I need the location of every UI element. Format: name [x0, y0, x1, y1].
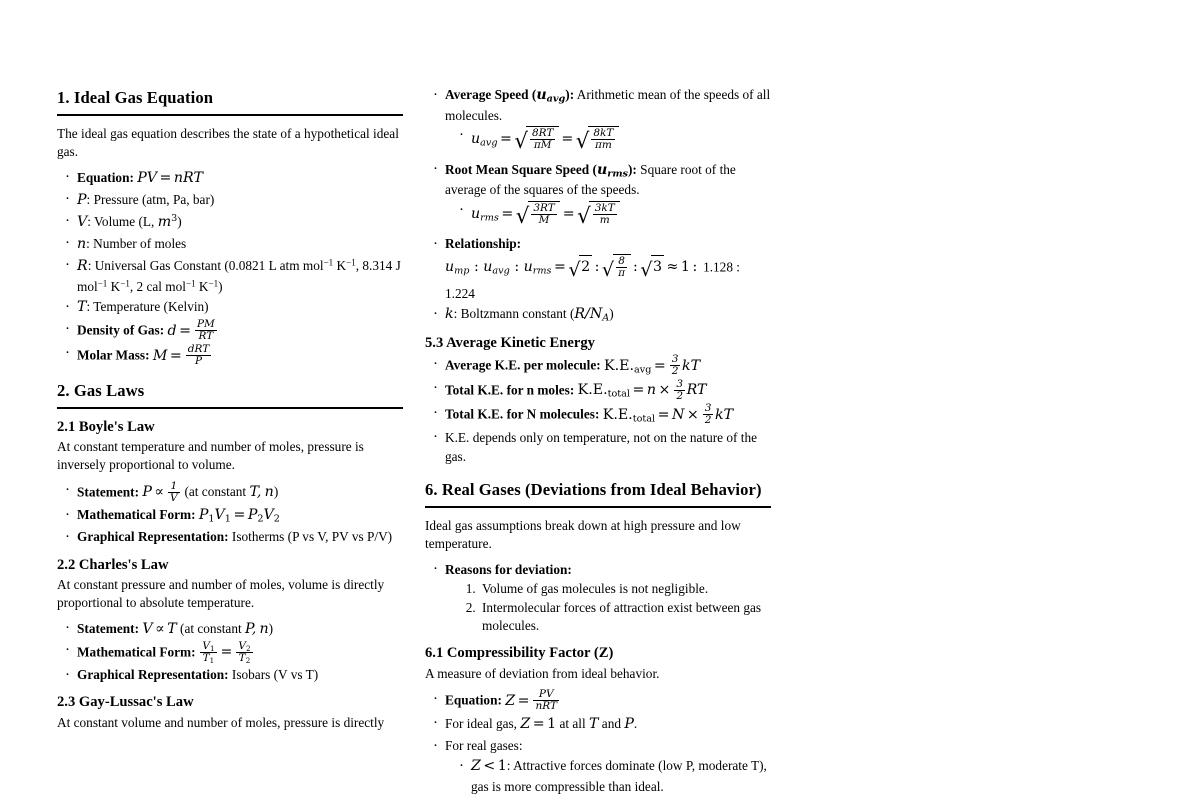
item-label: Relationship:	[445, 236, 522, 252]
formula-u-rms: $u_{rms}$ = √ $\frac{3RT}{M}$ = √ $\frac{3kT}{m}$	[471, 206, 620, 222]
boyles-math-form: $P_1V_1 = P_2V_2$	[198, 507, 280, 526]
item-label: Graphical Representation:	[77, 529, 229, 545]
item-text: : Temperature (Kelvin)	[86, 299, 209, 315]
formula-ke-total-molecules: $K.E._{total} = N$ × $\frac{3}{2}$ kT	[602, 402, 734, 427]
ideal-gas-bullet-list	[57, 168, 403, 367]
charles-statement-math: V ∝ T	[142, 620, 177, 637]
heading-rule	[57, 114, 403, 116]
kinetic-energy-list	[425, 354, 771, 466]
section-heading-ideal-gas-equation: 1. Ideal Gas Equation	[57, 88, 214, 107]
compressibility-intro: A measure of deviation from ideal behavior.	[425, 665, 660, 681]
list-item-formula	[459, 126, 771, 158]
label-suffix: ):	[565, 87, 575, 102]
item-text: For ideal gas, Z = 1 at all T and P.	[445, 715, 638, 732]
reasons-numbered-list	[445, 580, 771, 635]
item-label	[445, 87, 575, 105]
boyles-law-intro: At constant temperature and number of moles, pressure is inversely proportional to volume.	[57, 439, 364, 472]
boltzmann-expression: $R/N_A$	[574, 306, 610, 324]
formula-ke-total-moles: $K.E._{total} = n$ × $\frac{3}{2}$ RT	[577, 377, 707, 402]
list-item-math-form	[65, 641, 403, 664]
list-item-ke-per-molecule	[433, 354, 771, 377]
item-text: : Volume (L, $m^3$)	[87, 212, 182, 230]
item-text: : Universal Gas Constant (0.0821 L atm mol$^{-1}$ $K^{-1}$, 8.314 J mol$^{-1}$ $K^{-1}$, 2 cal mol$^{-1}$ $K^{-1}$)	[77, 257, 401, 294]
gay-lussac-intro: At constant volume and number of moles, pressure is directly	[57, 714, 385, 730]
subsection-heading-charles-law: 2.2 Charles's Law	[57, 556, 169, 573]
subsection-heading-average-kinetic-energy: 5.3 Average Kinetic Energy	[425, 334, 595, 351]
list-item-ke-note	[433, 428, 771, 467]
list-item-z-less-than-one	[459, 756, 771, 796]
ideal-gas-intro-text: The ideal gas equation describes the state of a hypothetical ideal gas.	[57, 125, 399, 159]
list-item-reason: 2. Intermolecular forces of attraction exist between gas molecules.	[479, 599, 771, 635]
item-text: : Attractive forces dominate (low P, moderate T), gas is more compressible than ideal.	[471, 758, 767, 794]
item-label: Statement:	[77, 620, 140, 636]
formula-ke-avg: $K.E._{avg}$ = $\frac{3}{2}$ kT	[604, 353, 701, 378]
left-column	[57, 88, 403, 739]
item-text: : Boltzmann constant $(R/N_A)$	[453, 306, 614, 324]
equation-compressibility-z: Z = $\frac{PV}{\text{nRT}}$	[505, 688, 557, 713]
compressibility-bullet-list	[425, 689, 771, 796]
list-item-real-gases	[433, 736, 771, 796]
list-item-density	[65, 319, 403, 342]
list-item-graphical	[65, 527, 403, 546]
symbol-v: V	[77, 213, 88, 230]
list-item-ke-n-moles	[433, 379, 771, 402]
list-item-pressure	[65, 190, 403, 211]
subsection-heading-gay-lussac-law: 2.3 Gay-Lussac's Law	[57, 694, 194, 711]
equation-pv-nrt: PV = nRT	[137, 169, 203, 186]
item-label: Average K.E. per molecule:	[445, 357, 601, 373]
list-item-formula	[459, 201, 771, 233]
item-value: Isobars (V vs T)	[231, 667, 319, 683]
symbol-u-avg: $u_{avg}$	[536, 87, 566, 105]
heading-rule	[425, 506, 771, 508]
list-item-relationship	[433, 234, 771, 302]
symbol-n: n	[77, 235, 87, 252]
symbol-r: R	[77, 257, 88, 274]
real-gases-z-list	[445, 756, 771, 796]
label-prefix: Average Speed (	[445, 87, 537, 102]
item-text: Square root of the average of the squares of the speeds.	[445, 161, 736, 198]
item-text: Arithmetic mean of the speeds of all molecules.	[445, 87, 771, 123]
list-item-reason: 1. Volume of gas molecules is not negligible.	[479, 580, 771, 598]
item-label: Statement:	[77, 484, 140, 500]
statement-condition: (at constant P, n)	[180, 620, 274, 637]
symbol-t: T	[77, 299, 87, 316]
charles-law-intro: At constant pressure and number of moles, volume is directly proportional to absolute temperature.	[57, 576, 385, 610]
heading-rule	[57, 407, 403, 409]
item-label: Density of Gas:	[77, 322, 165, 338]
list-item-statement	[65, 619, 403, 640]
molecular-speeds-list	[425, 85, 771, 325]
item-label: Equation:	[77, 169, 134, 185]
speed-relationship-math: $u_{mp}$ : $u_{avg}$ : $u_{rms} = √2$ : √ $\frac{8}{\pi}$ : √3 ≈ 1 :	[445, 254, 698, 281]
symbol-k: k	[445, 306, 454, 323]
list-item-boltzmann	[433, 304, 771, 325]
formula-u-avg: $u_{avg}$ = √ $\frac{8RT}{\pi M}$ = √ $\frac{8kT}{\pi m}$	[471, 131, 619, 147]
item-value: Isotherms (P vs V, PV vs P/V)	[231, 529, 393, 545]
list-item-temperature	[65, 297, 403, 318]
item-text: : Number of moles	[86, 235, 187, 251]
equation-density: d = $\frac{PM}{RT}$	[167, 318, 215, 343]
condition-z-less-than-one: Z < 1	[471, 758, 507, 775]
item-label: Total K.E. for n moles:	[445, 382, 575, 398]
list-item-ideal-gas-z	[433, 714, 771, 735]
boyles-law-bullet-list	[57, 481, 403, 547]
item-label: Equation:	[445, 693, 502, 709]
list-item-equation	[65, 168, 403, 189]
item-label: Reasons for deviation:	[445, 561, 572, 577]
rms-speed-formula-list	[445, 201, 771, 233]
subsection-heading-boyles-law: 2.1 Boyle's Law	[57, 418, 155, 435]
charles-math-form: $\frac{V_1}{T_1}$ = $\frac{V_2}{T_2}$	[202, 639, 251, 665]
subsection-heading-compressibility-factor: 6.1 Compressibility Factor (Z)	[425, 645, 614, 662]
list-item-volume	[65, 212, 403, 233]
statement-condition: (at constant T, n)	[184, 484, 279, 501]
item-text: K.E. depends only on temperature, not on the nature of the gas.	[445, 429, 758, 465]
item-label	[445, 161, 637, 180]
item-text: For real gases:	[445, 738, 523, 754]
list-item-moles	[65, 234, 403, 255]
boyles-statement-math: P ∝ $\frac{1}{V}$	[142, 479, 178, 504]
real-gases-intro: Ideal gas assumptions break down at high pressure and low temperature.	[425, 518, 741, 552]
two-column-layout	[0, 88, 1191, 802]
list-item-math-form	[65, 505, 403, 526]
item-label: Mathematical Form:	[77, 507, 196, 523]
item-text: : Pressure (atm, Pa, bar)	[86, 191, 215, 207]
average-speed-formula-list	[445, 126, 771, 158]
section-heading-real-gases: 6. Real Gases (Deviations from Ideal Behavior)	[425, 480, 762, 500]
item-label: Total K.E. for N molecules:	[445, 406, 600, 422]
charles-law-bullet-list	[57, 619, 403, 685]
list-item-statement	[65, 481, 403, 504]
list-item-reasons	[433, 560, 771, 636]
list-item-gas-constant	[65, 256, 403, 296]
symbol-p: P	[77, 191, 87, 208]
item-label: Mathematical Form:	[77, 644, 196, 660]
equation-molar-mass: M = $\frac{\text{dRT}}{P}$	[152, 342, 210, 367]
right-column	[425, 88, 771, 802]
real-gases-bullet-list	[425, 560, 771, 636]
list-item-equation	[433, 689, 771, 712]
item-label: Graphical Representation:	[77, 667, 229, 683]
label-suffix: ):	[627, 161, 637, 177]
list-item-rms-speed	[433, 160, 771, 233]
list-item-average-speed	[433, 85, 771, 158]
item-label: Molar Mass:	[77, 347, 150, 363]
section-heading-gas-laws: 2. Gas Laws	[57, 380, 145, 400]
list-item-ke-n-molecules	[433, 403, 771, 426]
list-item-graphical	[65, 665, 403, 684]
relationship-ratio: 1.128 : 1.224	[445, 259, 740, 301]
label-prefix: Root Mean Square Speed (	[445, 161, 597, 177]
symbol-u-rms: $u_{rms}$	[596, 161, 628, 180]
list-item-molar-mass	[65, 344, 403, 367]
